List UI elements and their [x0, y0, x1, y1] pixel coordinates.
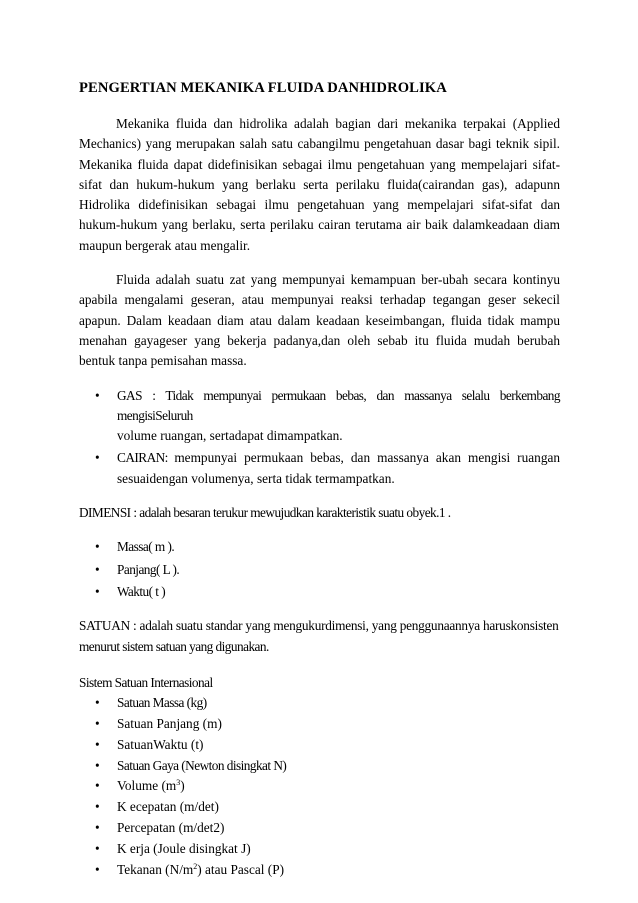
gas-label: GAS :: [117, 387, 166, 403]
dimensi-definition: DIMENSI : adalah besaran terukur mewujudkan karakteristik suatu obyek.1 .: [79, 505, 451, 521]
bullet-icon: •: [95, 736, 100, 752]
cairan-label: CAIRAN:: [117, 450, 175, 466]
list-item-cairan: [79, 448, 560, 489]
bullet-icon: •: [95, 840, 100, 856]
page-title: PENGERTIAN MEKANIKA FLUIDA DANHIDROLIKA: [79, 80, 447, 96]
gas-text: Tidak mempunyai permukaan bebas, dan massanya selalu berkembang mengisiSeluruh: [117, 387, 560, 423]
si-units-list: [79, 693, 560, 880]
bullet-icon: •: [95, 583, 100, 599]
sistem-title: Sistem Satuan Internasional: [79, 674, 213, 690]
bullet-icon: •: [95, 450, 100, 466]
bullet-icon: •: [95, 757, 100, 773]
list-item: • Satuan Massa (kg): [79, 693, 560, 713]
list-item: • Volume $(m^3)$: [79, 776, 560, 796]
list-item: • Waktu( t ): [79, 582, 560, 602]
paragraph-definition: Mekanika fluida dan hidrolika adalah bagian dari mekanika terpakai (Applied Mechanics) yang merupakan salah satu cabangilmu pengetahuan dasar bagi teknik sipil. Mekanika fluida dapat didefinisikan sebagai ilmu pengetahuan yang mempelajari sifat-sifat dan hukum-hukum yang berlaku serta perilaku fluida(cairandan gas), adapunn Hidrolika didefinisikan sebagai ilmu pengetahuan yang mempelajari sifat-sifat dan hukum-hukum yang berlaku, serta perilaku cairan terutama air baik dalamkeadaan diam maupun bergerak atau mengalir.: [79, 116, 560, 253]
list-item-gas: [79, 386, 560, 447]
paragraph-fluid: Fluida adalah suatu zat yang mempunyai kemampuan ber-ubah secara kontinyu apabila mengalami geseran, atau mempunyai reaksi terhadap tegangan geser sekecil apapun. Dalam keadaan diam atau dalam keadaan keseimbangan, fluida tidak mampu menahan gayageser yang bekerja padanya,dan oleh sebab itu fluida mudah berubah bentuk tanpa pemisahan massa.: [79, 272, 560, 369]
bullet-icon: •: [95, 799, 100, 815]
list-item: • Satuan Gaya (Newton disingkat N): [79, 756, 560, 776]
list-item: • SatuanWaktu (t): [79, 735, 560, 755]
gas-text-cont: volume ruangan, sertadapat dimampatkan.: [117, 428, 343, 444]
bullet-icon: •: [95, 539, 100, 555]
cairan-text: mempunyai permukaan bebas, dan massanya akan mengisi ruangan sesuaidengan volumenya, serta tidak termampatkan.: [117, 450, 561, 486]
fluid-types-list: [79, 386, 560, 489]
satuan-definition: SATUAN : adalah suatu standar yang mengukurdimensi, yang penggunaannya haruskonsisten menurut sistem satuan yang digunakan.: [79, 618, 559, 654]
bullet-icon: •: [95, 778, 100, 794]
list-item: • Massa( m ).: [79, 537, 560, 557]
bullet-icon: •: [95, 861, 100, 877]
list-item: • K erja (Joule disingkat J): [79, 839, 560, 859]
list-item: • Satuan Panjang (m): [79, 714, 560, 734]
bullet-icon: •: [95, 695, 100, 711]
list-item: • Percepatan (m/det2): [79, 818, 560, 838]
list-item: • Tekanan $(N/m^2)$ atau Pascal (P): [79, 860, 560, 880]
dimensi-list: [79, 537, 560, 602]
list-item: • Panjang( L ).: [79, 560, 560, 580]
bullet-icon: •: [95, 387, 100, 403]
bullet-icon: •: [95, 715, 100, 731]
bullet-icon: •: [95, 819, 100, 835]
bullet-icon: •: [95, 561, 100, 577]
list-item: • K ecepatan (m/det): [79, 797, 560, 817]
